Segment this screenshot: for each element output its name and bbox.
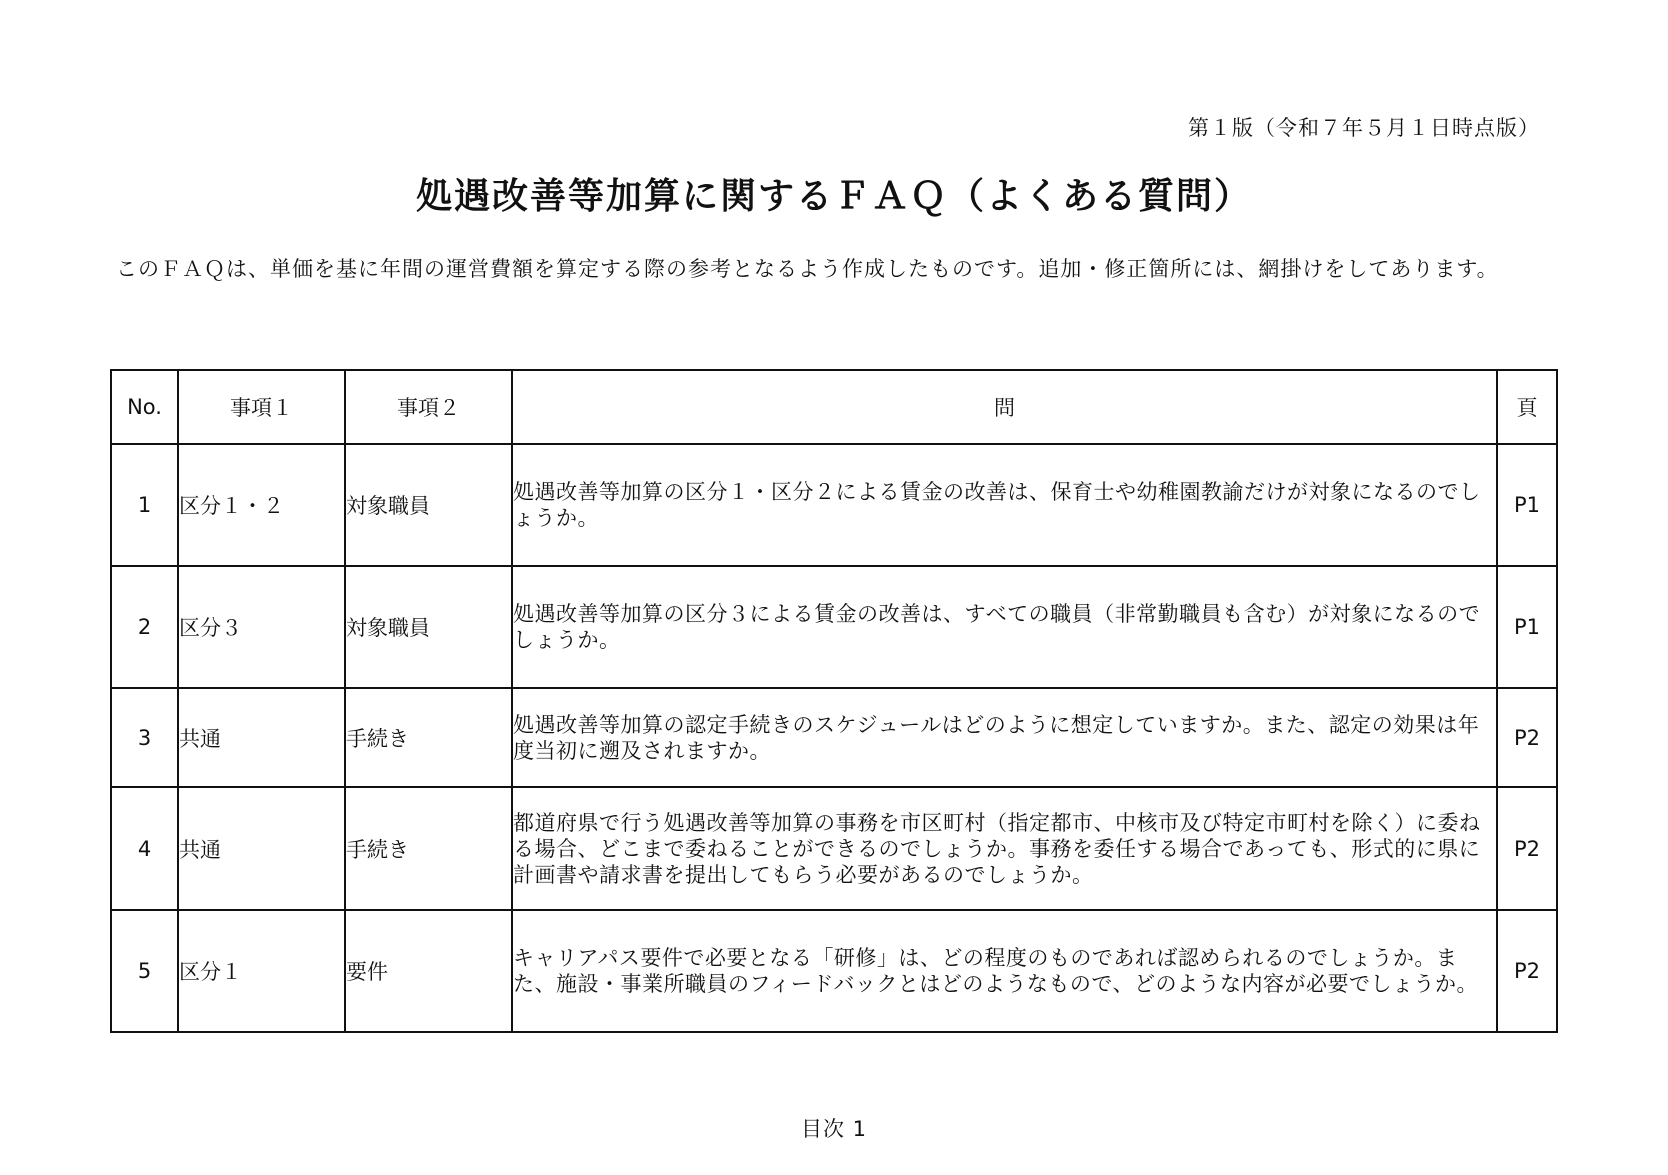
row-question: 処遇改善等加算の認定手続きのスケジュールはどのように想定していますか。また、認定の効果は年度当初に遡及されますか。 [512,688,1497,787]
table-row [111,444,1557,566]
intro-text: このＦＡＱは、単価を基に年間の運営費額を算定する際の参考となるよう作成したものです。追加・修正箇所には、網掛けをしてあります。 [116,257,1499,281]
row-item2: 対象職員 [345,444,512,566]
header-question: 問 [512,370,1497,444]
table-row [111,910,1557,1032]
version-label: 第１版（令和７年５月１日時点版） [1188,116,1540,140]
header-page: 頁 [1497,370,1557,444]
row-page: P2 [1497,910,1557,1032]
row-no: 5 [111,910,178,1032]
row-page: P2 [1497,688,1557,787]
row-item1: 区分１ [178,910,345,1032]
row-question: 処遇改善等加算の区分１・区分２による賃金の改善は、保育士や幼稚園教諭だけが対象になるのでしょうか。 [512,444,1497,566]
row-no: 3 [111,688,178,787]
header-item1: 事項１ [178,370,345,444]
table-row [111,566,1557,688]
row-item2: 手続き [345,787,512,910]
header-item2: 事項２ [345,370,512,444]
row-item1: 共通 [178,688,345,787]
row-item2: 対象職員 [345,566,512,688]
row-question: 処遇改善等加算の区分３による賃金の改善は、すべての職員（非常勤職員も含む）が対象になるのでしょうか。 [512,566,1497,688]
table-row [111,688,1557,787]
row-page: P1 [1497,566,1557,688]
faq-table [110,369,1558,1033]
row-no: 1 [111,444,178,566]
row-page: P1 [1497,444,1557,566]
page-footer: 目次 1 [800,1117,868,1141]
row-item1: 区分１・２ [178,444,345,566]
table-row [111,787,1557,910]
row-no: 2 [111,566,178,688]
row-question: キャリアパス要件で必要となる「研修」は、どの程度のものであれば認められるのでしょうか。また、施設・事業所職員のフィードバックとはどのようなもので、どのような内容が必要でしょうか。 [512,910,1497,1032]
table-header-row [111,370,1557,444]
row-item2: 手続き [345,688,512,787]
row-item1: 共通 [178,787,345,910]
row-item2: 要件 [345,910,512,1032]
page-title: 処遇改善等加算に関するＦＡＱ（よくある質問） [415,176,1252,217]
row-no: 4 [111,787,178,910]
row-item1: 区分３ [178,566,345,688]
header-no: No. [111,370,178,444]
row-question: 都道府県で行う処遇改善等加算の事務を市区町村（指定都市、中核市及び特定市町村を除く）に委ねる場合、どこまで委ねることができるのでしょうか。事務を委任する場合であっても、形式的に県に計画書や請求書を提出してもらう必要があるのでしょうか。 [512,787,1497,910]
row-page: P2 [1497,787,1557,910]
